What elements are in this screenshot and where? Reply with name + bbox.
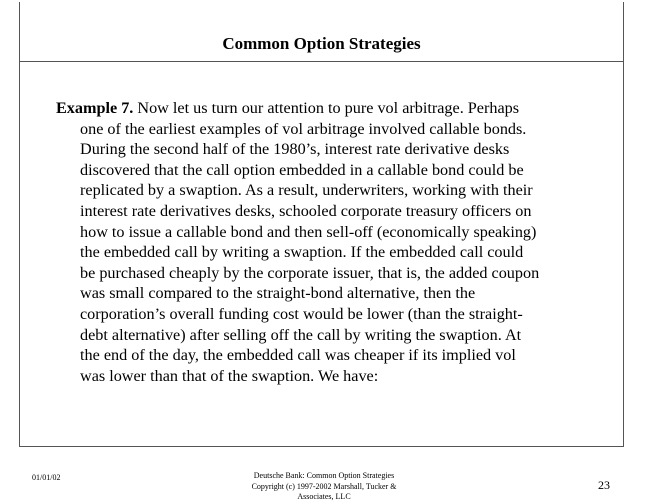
paragraph-line: debt alternative) after selling off the call by writing the swaption. At	[80, 325, 522, 344]
paragraph-line: the embedded call by writing a swaption. If the embedded call could	[80, 243, 524, 262]
footer-line-2: Copyright (c) 1997-2002 Marshall, Tucker &	[251, 481, 397, 491]
paragraph-line-first	[56, 98, 596, 119]
paragraph-line: be purchased cheaply by the corporate issuer, that is, the added coupon	[80, 263, 540, 282]
footer-date: 01/01/02	[32, 473, 61, 482]
footer-copyright	[214, 471, 434, 503]
footer-line-1: Deutsche Bank: Common Option Strategies	[253, 471, 395, 480]
paragraph-line: During the second half of the 1980’s, interest rate derivative desks	[80, 140, 510, 159]
page-number: 23	[598, 478, 610, 492]
paragraph-line: how to issue a callable bond and then sell-off (economically speaking)	[80, 222, 537, 241]
paragraph-line: was lower than that of the swaption. We have:	[80, 366, 379, 385]
paragraph-line: one of the earliest examples of vol arbitrage involved callable bonds.	[80, 119, 527, 138]
paragraph-line: was small compared to the straight-bond alternative, then the	[80, 284, 476, 303]
paragraph-line: discovered that the call option embedded in a callable bond could be	[80, 160, 524, 179]
example-label: Example 7.	[56, 99, 134, 117]
paragraph-line: the end of the day, the embedded call was cheaper if its implied vol	[80, 346, 516, 365]
example-paragraph	[56, 98, 596, 386]
paragraph-line: replicated by a swaption. As a result, underwriters, working with their	[80, 181, 533, 200]
paragraph-line: interest rate derivatives desks, schooled corporate treasury officers on	[80, 201, 532, 220]
paragraph-first-line-text: Now let us turn our attention to pure vol arbitrage. Perhaps	[137, 99, 520, 117]
title-divider	[19, 61, 624, 62]
slide-title: Common Option Strategies	[222, 34, 421, 53]
footer-line-3: Associates, LLC	[297, 492, 351, 501]
paragraph-line: corporation’s overall funding cost would be lower (than the straight-	[80, 304, 523, 323]
